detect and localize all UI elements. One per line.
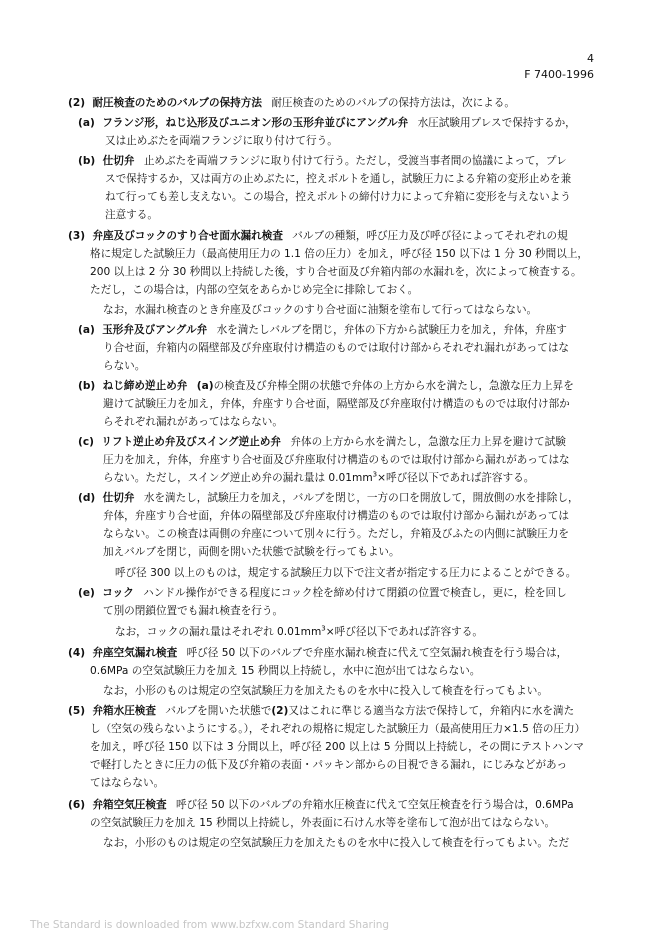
section-3a-line-1: (a) 玉形弁及びアングル弁 水を満たしバルブを閉じ，弁体の下方から試験圧力を加え，弁体，弁座す bbox=[78, 324, 567, 336]
section-3b-line-1: (b) ねじ締め逆止め弁 (a)の検査及び弁棒全開の状態で弁体の上方から水を満たし，急激な圧力上昇を bbox=[78, 380, 574, 392]
standard-number: F 7400-1996 bbox=[524, 68, 594, 81]
section-2b-line-2: スで保持するか，又は両方の止めぶたに，控えボルトを通し，試験圧力による弁箱の変形止めを兼 bbox=[105, 173, 572, 185]
section-3d-line-3: ならない。この検査は両側の弁座について別々に行う。ただし，弁箱及びふたの内側に試験圧力を bbox=[103, 528, 569, 540]
section-2b-line-3: ねて行っても差し支えない。この場合，控えボルトの締付け力によって弁箱に変形を与えないよう bbox=[105, 191, 571, 203]
page-number: 4 bbox=[587, 52, 594, 65]
section-4-heading: (4) 弁座空気漏れ検査 呼び径 50 以下のバルブで弁座水漏れ検査に代えて空気漏れ検査を行う場合は， bbox=[68, 647, 568, 659]
section-4-line-3: なお，小形のものは規定の空気試験圧力を加えたものを水中に投入して検査を行ってもよい。 bbox=[103, 685, 548, 697]
section-5-line-2: し（空気の残らないようにする。），それぞれの規格に規定した試験圧力（最高使用圧力×1.5 倍の圧力） bbox=[90, 723, 586, 735]
section-3-line-2: 格に規定した試験圧力（最高使用圧力の 1.1 倍の圧力）を加え，呼び径 150 以下は 1 分 30 秒間以上， bbox=[90, 248, 589, 260]
section-3b-line-2: 避けて試験圧力を加え，弁体，弁座すり合せ面，隔壁部及び弁座取付け構造のものでは取付け部か bbox=[103, 398, 570, 410]
section-3e-line-2: て別の閉鎖位置でも漏れ検査を行う。 bbox=[103, 605, 284, 617]
section-3c-line-3: らない。ただし，スイング逆止め弁の漏れ量は $0.01mm^3\times$呼び径以下であれば許容する。 bbox=[103, 470, 535, 484]
section-2b-line-4: 注意する。 bbox=[105, 209, 158, 221]
section-3-heading: (3) 弁座及びコックのすり合せ面水漏れ検査 バルブの種類，呼び圧力及び呼び径によってそれぞれの規 bbox=[68, 230, 568, 242]
section-3c-line-2: 圧力を加え，弁体，弁座すり合せ面及び弁座取付け構造のものでは取付け部から漏れがあってはな bbox=[103, 454, 570, 466]
section-2a-line-1: (a) フランジ形，ねじ込形及びユニオン形の玉形弁並びにアングル弁 水圧試験用プレスで保持するか， bbox=[78, 117, 576, 129]
section-3d-line-2: 弁体，弁座すり合せ面，弁体の隔壁部及び弁座取付け構造のものでは取付け部から漏れがあっては bbox=[103, 510, 570, 522]
section-3d-line-1: (d) 仕切弁 水を満たし，試験圧力を加え，バルブを閉じ，一方の口を開放して，開放側の水を排除し， bbox=[78, 492, 579, 504]
section-5-line-4: で軽打したときに圧力の低下及び弁箱の表面・パッキン部からの目視できる漏れ，にじみなどがあっ bbox=[90, 759, 568, 771]
section-6-heading: (6) 弁箱空気圧検査 呼び径 50 以下のバルブの弁箱水圧検査に代えて空気圧検査を行う場合は，0.6MPa bbox=[68, 799, 574, 811]
section-2b-line-1: (b) 仕切弁 止めぶたを両端フランジに取り付けて行う。ただし，受渡当事者間の協議によって，プレ bbox=[78, 155, 567, 167]
section-2a-line-2: 又は止めぶたを両端フランジに取り付けて行う。 bbox=[105, 135, 338, 147]
section-5-line-3: を加え，呼び径 150 以下は 3 分間以上，呼び径 200 以上は 5 分間以上持続し，その間にテストハンマ bbox=[90, 741, 585, 753]
section-3-line-3: 200 以上は 2 分 30 秒間以上持続した後，すり合せ面及び弁箱内部の水漏れを，次によって検査する。 bbox=[90, 266, 582, 278]
section-3a-line-2: り合せ面，弁箱内の隔壁部及び弁座取付け構造のものでは取付け部からそれぞれ漏れがあってはな bbox=[103, 342, 570, 354]
section-5-heading: (5) 弁箱水圧検査 バルブを開いた状態で(2)又はこれに準じる適当な方法で保持して，弁箱内に水を満た bbox=[68, 705, 575, 717]
section-6-line-3: なお，小形のものは規定の空気試験圧力を加えたものを水中に投入して検査を行ってもよい。ただ bbox=[103, 837, 570, 849]
section-6-line-2: の空気試験圧力を加え 15 秒間以上持続し，外表面に石けん水等を塗布して泡が出てはならない。 bbox=[90, 817, 556, 829]
section-3e-line-1: (e) コック ハンドル操作ができる程度にコック栓を締め付けて閉鎖の位置で検査し，更に，栓を回し bbox=[78, 587, 567, 599]
section-3d-line-4: 加えバルブを閉じ，両側を開いた状態で試験を行ってもよい。 bbox=[103, 546, 400, 558]
section-5-line-5: てはならない。 bbox=[90, 777, 165, 789]
section-3a-line-3: らない。 bbox=[103, 360, 146, 372]
section-2-heading: (2) 耐圧検査のためのバルブの保持方法 耐圧検査のためのバルブの保持方法は，次による。 bbox=[68, 97, 515, 109]
section-3e-line-3: なお，コックの漏れ量はそれぞれ $0.01mm^3\times$呼び径以下であれば許容する。 bbox=[115, 624, 483, 638]
section-3c-line-1: (c) リフト逆止め弁及びスイング逆止め弁 弁体の上方から水を満たし，急激な圧力上昇を避けて試験 bbox=[78, 436, 566, 448]
download-footer: The Standard is downloaded from www.bzfxw.com Standard Sharing bbox=[30, 919, 390, 931]
section-3-line-4: ただし，この場合は，内部の空気をあらかじめ完全に排除しておく。 bbox=[90, 284, 419, 296]
section-3b-line-3: らそれぞれ漏れがあってはならない。 bbox=[103, 416, 283, 428]
section-4-line-2: 0.6MPa の空気試験圧力を加え 15 秒間以上持続し，水中に泡が出てはならない。 bbox=[90, 665, 481, 677]
section-3d-line-5: 呼び径 300 以上のものは，規定する試験圧力以下で注文者が指定する圧力によることができる。 bbox=[115, 567, 577, 579]
section-3-line-5: なお，水漏れ検査のとき弁座及びコックのすり合せ面に油類を塗布して行ってはならない。 bbox=[103, 304, 538, 316]
